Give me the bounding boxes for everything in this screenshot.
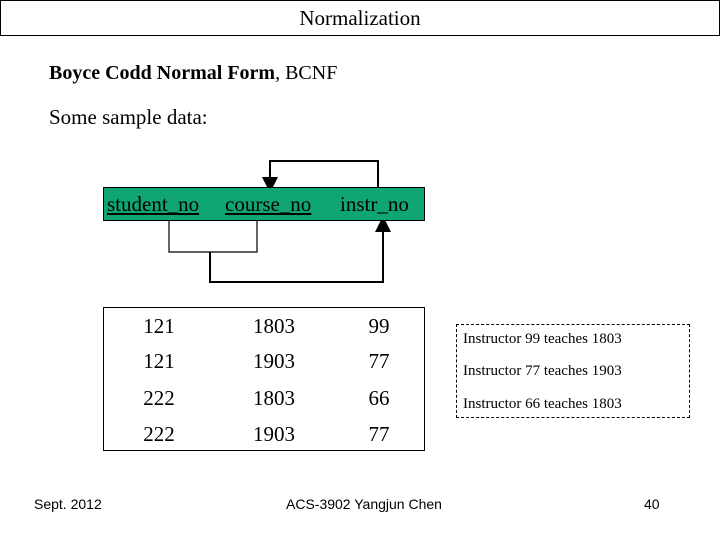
relation-schema: [103, 187, 425, 221]
fd-instr-to-course-arrow: [270, 161, 378, 187]
cell-instr-no: 77: [368, 349, 390, 373]
sample-data-label: Some sample data:: [49, 105, 208, 129]
cell-student-no: 222: [143, 422, 175, 446]
cell-instr-no: 66: [368, 386, 390, 410]
footer-date: Sept. 2012: [34, 496, 102, 512]
fd-key-to-instr-arrow: [210, 224, 383, 282]
attr-course-no: course_no: [225, 191, 312, 216]
slide-title: Normalization: [0, 0, 720, 36]
cell-instr-no: 77: [368, 422, 390, 446]
cell-student-no: 222: [143, 386, 175, 410]
cell-instr-no: 99: [368, 314, 390, 338]
note-line: Instructor 99 teaches 1803: [463, 331, 622, 347]
footer-author: ACS-3902 Yangjun Chen: [286, 496, 442, 512]
attr-student-no: student_no: [107, 191, 200, 216]
cell-course-no: 1803: [253, 386, 295, 410]
cell-course-no: 1803: [253, 314, 295, 338]
attr-instr-no: instr_no: [340, 191, 409, 216]
note-line: Instructor 77 teaches 1903: [463, 363, 622, 379]
heading-rest: , BCNF: [275, 62, 338, 84]
heading-bold: Boyce Codd Normal Form: [49, 62, 276, 84]
instructor-notes-box: [456, 324, 690, 418]
cell-course-no: 1903: [253, 349, 295, 373]
fd-key-bracket: [169, 221, 257, 252]
cell-course-no: 1903: [253, 422, 295, 446]
note-line: Instructor 66 teaches 1803: [463, 396, 622, 412]
sample-data-table: [103, 307, 425, 451]
footer-page-number: 40: [644, 496, 660, 512]
cell-student-no: 121: [143, 314, 175, 338]
cell-student-no: 121: [143, 349, 175, 373]
